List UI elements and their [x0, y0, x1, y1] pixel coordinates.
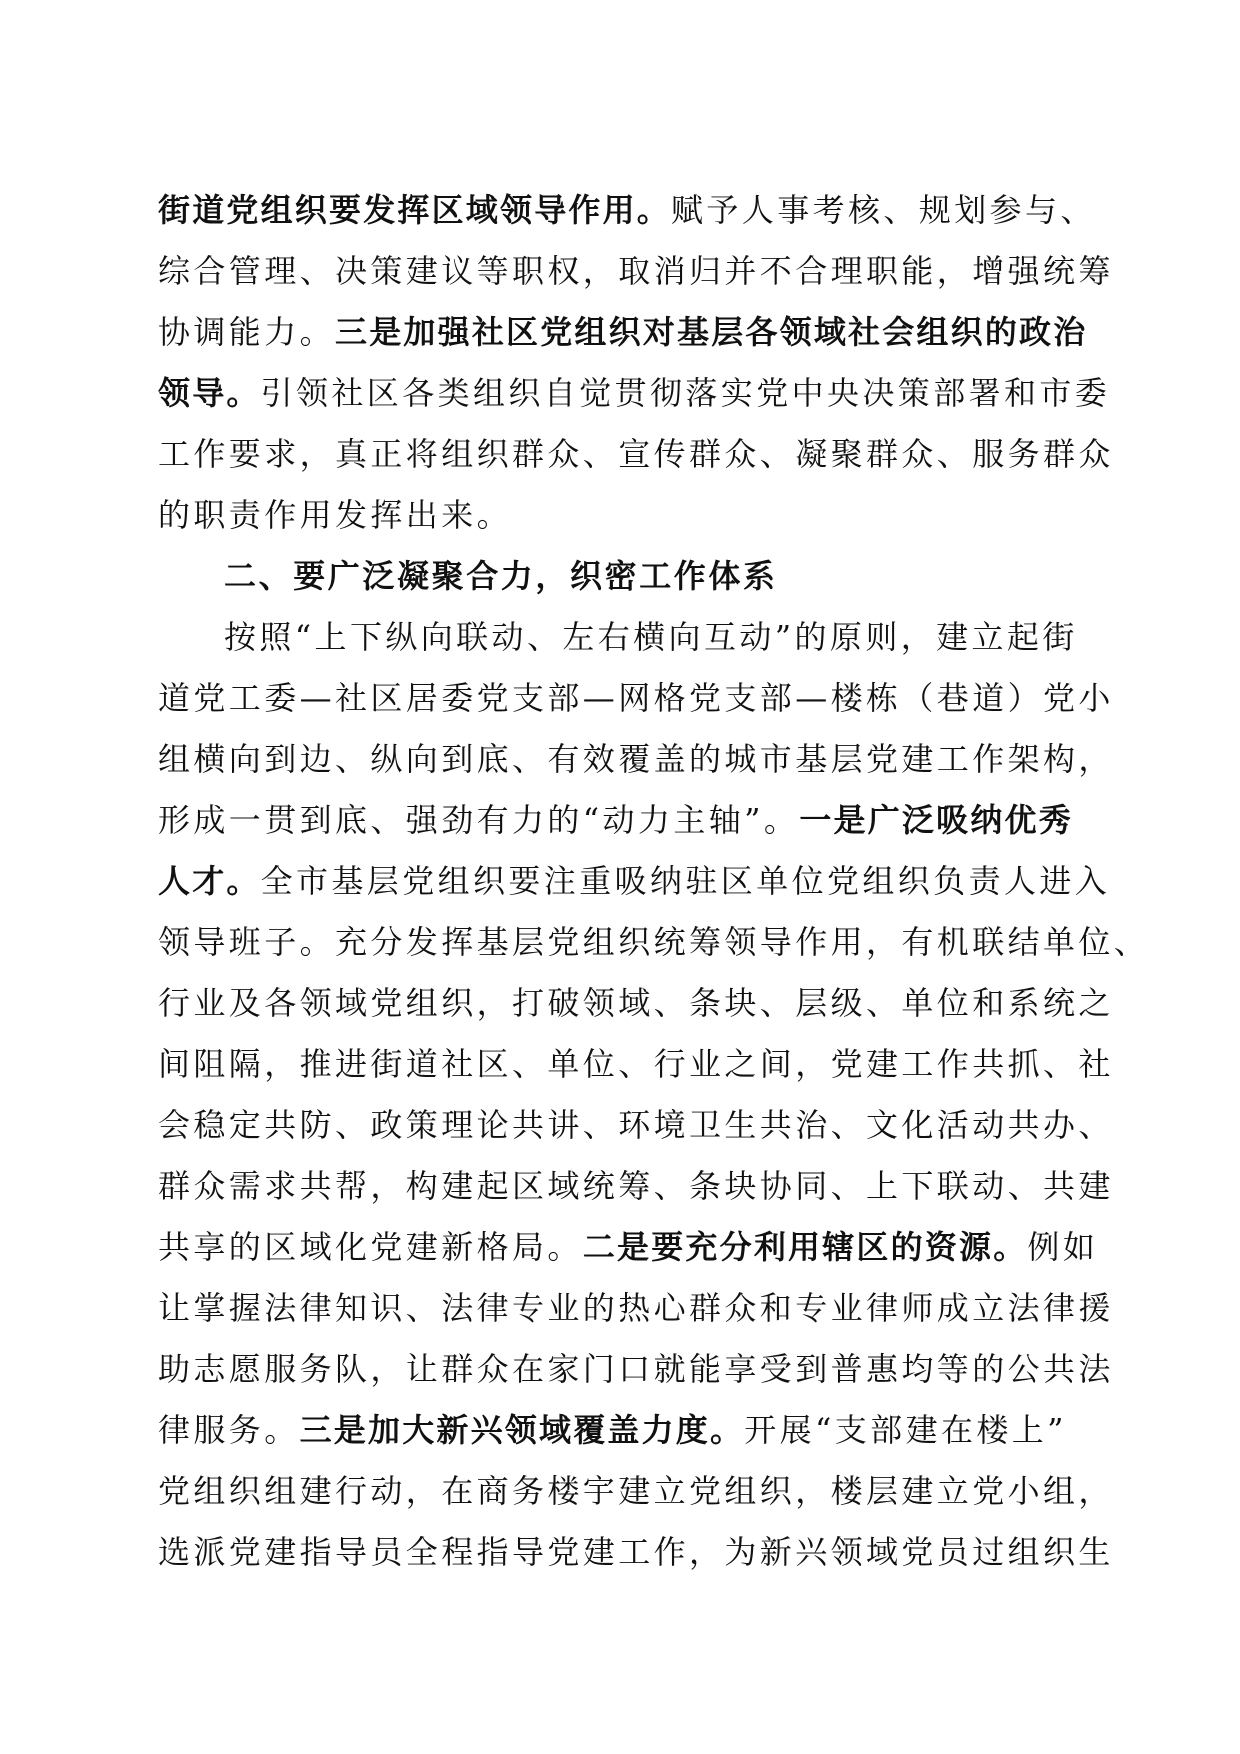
text-line-10: [158, 729, 1114, 790]
text-line-6: [158, 485, 1060, 546]
text-run: 间阻隔，推进街道社区、单位、行业之间，党建工作共抓、社: [158, 1045, 1114, 1083]
section-heading: [158, 546, 1060, 607]
text-run: 组横向到边、纵向到底、有效覆盖的城市基层党建工作架构，: [158, 740, 1114, 778]
text-run: 党组织组建行动，在商务楼宇建立党组织，楼层建立党小组，: [158, 1472, 1114, 1510]
bold-phrase: 二是要充分利用辖区的资源。: [582, 1228, 1028, 1266]
text-run: 综合管理、决策建议等职权，取消归并不合理职能，增强统筹: [158, 252, 1114, 290]
text-line-2: [158, 241, 1114, 302]
text-run: 群众需求共帮，构建起区域统筹、条块协同、上下联动、共建: [158, 1167, 1114, 1205]
text-run: 协调能力。: [158, 313, 336, 351]
text-line-17: [158, 1156, 1114, 1217]
text-run: 让掌握法律知识、法律专业的热心群众和专业律师成立法律援: [158, 1289, 1114, 1327]
text-line-15: [158, 1034, 1114, 1095]
text-line-12: [158, 851, 1111, 912]
text-line-13: [158, 912, 1150, 973]
text-run: 赋予人事考核、规划参与、: [671, 191, 1096, 229]
text-line-16: [158, 1095, 1114, 1156]
text-run: 共享的区域化党建新格局。: [158, 1228, 583, 1266]
text-run: 行业及各领域党组织，打破领域、条块、层级、单位和系统之: [158, 984, 1114, 1022]
text-line-20: [158, 1339, 1114, 1400]
text-run: 律服务。: [158, 1411, 300, 1449]
text-line-22: [158, 1461, 1114, 1522]
text-run: 工作要求，真正将组织群众、宣传群众、凝聚群众、服务群众: [158, 435, 1114, 473]
text-line-11: [158, 790, 1073, 851]
text-line-23: [158, 1522, 1114, 1583]
text-run: 形成一贯到底、强劲有力的“动力主轴”。: [158, 801, 800, 839]
heading-text: 二、要广泛凝聚合力，织密工作体系: [224, 557, 778, 595]
bold-phrase: 领导。: [158, 374, 261, 412]
text-line-4: [158, 363, 1111, 424]
document-page: [158, 180, 1150, 1583]
text-line-14: [158, 973, 1114, 1034]
text-run: 会稳定共防、政策理论共讲、环境卫生共治、文化活动共办、: [158, 1106, 1114, 1144]
text-line-3: [158, 302, 1088, 363]
text-line-19: [158, 1278, 1114, 1339]
text-line-8: [158, 607, 1078, 668]
text-run: 开展“支部建在楼上”: [744, 1411, 1067, 1449]
text-run: 全市基层党组织要注重吸纳驻区单位党组织负责人进入: [260, 862, 1111, 900]
text-line-5: [158, 424, 1114, 485]
text-run: 助志愿服务队，让群众在家门口就能享受到普惠均等的公共法: [158, 1350, 1114, 1388]
text-run: 选派党建指导员全程指导党建工作，为新兴领域党员过组织生: [158, 1533, 1114, 1571]
text-line-21: [158, 1400, 1067, 1461]
bold-phrase: 三是加强社区党组织对基层各领域社会组织的政治: [335, 313, 1088, 351]
bold-phrase: 一是广泛吸纳优秀: [799, 801, 1073, 839]
text-line-18: [158, 1217, 1099, 1278]
bold-phrase: 三是加大新兴领域覆盖力度。: [299, 1411, 745, 1449]
text-run: 按照“上下纵向联动、左右横向互动”的原则，建立起街: [224, 618, 1078, 656]
text-line-9: [158, 668, 1114, 729]
bold-phrase: 人才。: [158, 862, 261, 900]
text-run: 例如: [1027, 1228, 1099, 1266]
text-run: 的职责作用发挥出来。: [158, 496, 513, 534]
text-run: 道党工委—社区居委党支部—网格党支部—楼栋（巷道）党小: [158, 679, 1114, 717]
text-run: 领导班子。充分发挥基层党组织统筹领导作用，有机联结单位、: [158, 923, 1150, 961]
text-line-1: [158, 180, 1096, 241]
text-run: 引领社区各类组织自觉贯彻落实党中央决策部署和市委: [260, 374, 1111, 412]
bold-phrase: 街道党组织要发挥区域领导作用。: [158, 191, 672, 229]
